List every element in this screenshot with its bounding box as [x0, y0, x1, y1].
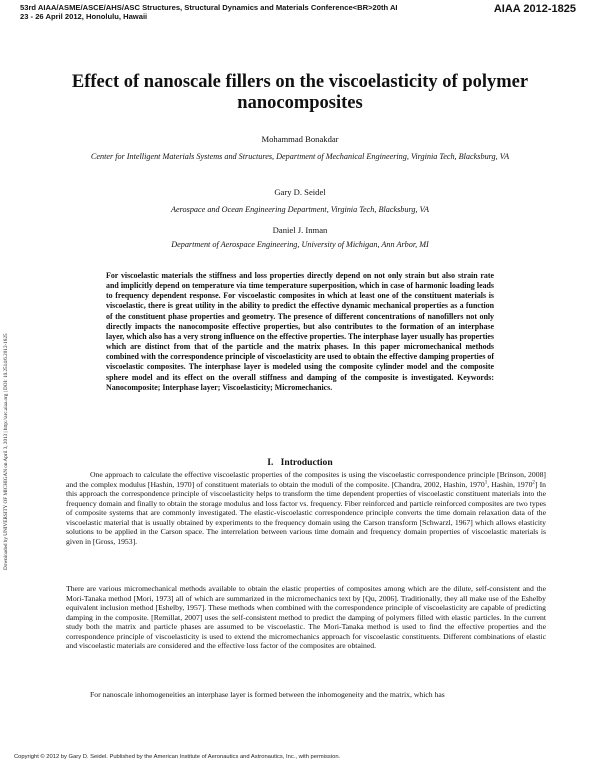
author-name: Gary D. Seidel [274, 187, 326, 197]
abstract: For viscoelastic materials the stiffness and loss properties directly depend on not only strain but also strain rate and implicitly depend on temperature via time temperature superposition, which in case of harmonic loading leads to frequency dependent response. For viscoelastic composites in which at least one of the constituent materials is viscoelastic, there is great utility in the ability to predict the effective dynamic mechanical properties as a function of the constituent phase properties and geometry. The presence of different concentrations of nanofillers not only directly impacts the nanocomposite effective properties, but also contributes to the formation of an interphase layer, which also has a very strong influence on the effective properties. The interphase layer usually has properties which are distinct from that of the particle and the matrix phases. In this paper micromechanical methods combined with the correspondence principle of viscoelasticity are used to obtain the effective damping properties of viscoelastic composites. The interphase layer is modeled using the composite cylinder model and the composite sphere model and its effect on the overall stiffness and damping of the composite is investigated. Keywords: Nanocomposite; Interphase layer; Viscoelasticity; Micromechanics. [106, 271, 494, 392]
superscript: 1 [484, 479, 488, 485]
download-watermark-text: Downloaded by UNIVERSITY OF MICHIGAN on April 3, 2013 | http://arc.aiaa.org | DOI: 10.2514/6.2012-1825 [3, 333, 9, 570]
download-watermark [3, 210, 11, 570]
paragraph-text: One approach to calculate the effective viscoelastic properties of the composites is using the viscoelastic correspondence principle [Brinson, 2008] and the complex modulus [Hashin, 1970] of constituent materials to obtain the moduli of the composite. [Chandra, 2002, Hashin, 1970 [66, 470, 546, 489]
author-name: Daniel J. Inman [272, 225, 328, 235]
paper-id: AIAA 2012-1825 [493, 3, 576, 15]
paragraph-text: , Hashin, 1970 [487, 479, 533, 489]
conference-header [20, 4, 460, 21]
body-paragraph: There are various micromechanical methods available to obtain the elastic properties of composites among which are the dilute, self-consistent and the Mori-Tanaka method [Mori, 1973] all of which are summarized in the micromechanics text by [Qu, 2006]. Traditionally, they all make use of the Eshelby equivalent inclusion method [Eshelby, 1957]. These methods when combined with the correspondence principle of viscoelasticity are capable of predicting damping in the composite. [Remillat, 2007] uses the self-consistent method to predict the damping of polymers filled with elastic particles. In the current study both the matrix and particle phases are assumed to be viscoelastic. The Mori-Tanaka method is used to find the effective properties and the correspondence principle of viscoelasticity is used to extend the micromechanics approach for viscoelastic constituents. Different combinations of elastic and viscoelastic materials are considered and the effective loss factor of the composites are obtained. [66, 584, 546, 651]
author-name: Mohammad Bonakdar [261, 134, 339, 144]
copyright-notice: Copyright © 2012 by Gary D. Seidel. Published by the American Institute of Aeronautics and Astronautics, Inc., with permission. [14, 754, 341, 760]
author-affiliation: Department of Aerospace Engineering, University of Michigan, Ann Arbor, MI [171, 240, 429, 249]
author-affiliation: Aerospace and Ocean Engineering Department, Virginia Tech, Blacksburg, VA [171, 205, 429, 214]
section-title: Introduction [280, 457, 333, 468]
section-number: I. [267, 457, 274, 468]
paragraph-text: ] In this approach the correspondence principle of viscoelasticity helps to transform the time dependent properties of viscoelastic constituent materials into the frequency domain and finally to obtain the storage modulus and loss factor vs. frequency. Fiber reinforced and particle reinforced composites are two types of composite systems that are commonly investigated. The elastic-viscoelastic correspondence principle converts the time domain relaxation data of the viscoelastic material that is usually obtained by experiments to the frequency domain using the Carson transform [Schwarzl, 1967] which allows elasticity solutions to be applied in the Carson space. The interrelation between various time domain and frequency domain properties of viscoelastic materials is given in [Gross, 1953]. [66, 479, 546, 546]
body-paragraph: For nanoscale inhomogeneities an interphase layer is formed between the inhomogeneity and the matrix, which has [90, 690, 445, 699]
author-affiliation: Center for Intelligent Materials Systems and Structures, Department of Mechanical Engineering, Virginia Tech, Blacksburg, VA [90, 152, 510, 161]
conference-dates: 23 - 26 April 2012, Honolulu, Hawaii [20, 11, 148, 21]
conference-name: 53rd AIAA/ASME/ASCE/AHS/ASC Structures, Structural Dynamics and Materials Conference<BR>20th AI [20, 3, 398, 12]
paper-title: Effect of nanoscale fillers on the viscoelasticity of polymer nanocomposites [71, 72, 529, 113]
section-heading [60, 457, 540, 468]
body-paragraph [66, 470, 546, 546]
superscript: 2 [532, 479, 535, 485]
